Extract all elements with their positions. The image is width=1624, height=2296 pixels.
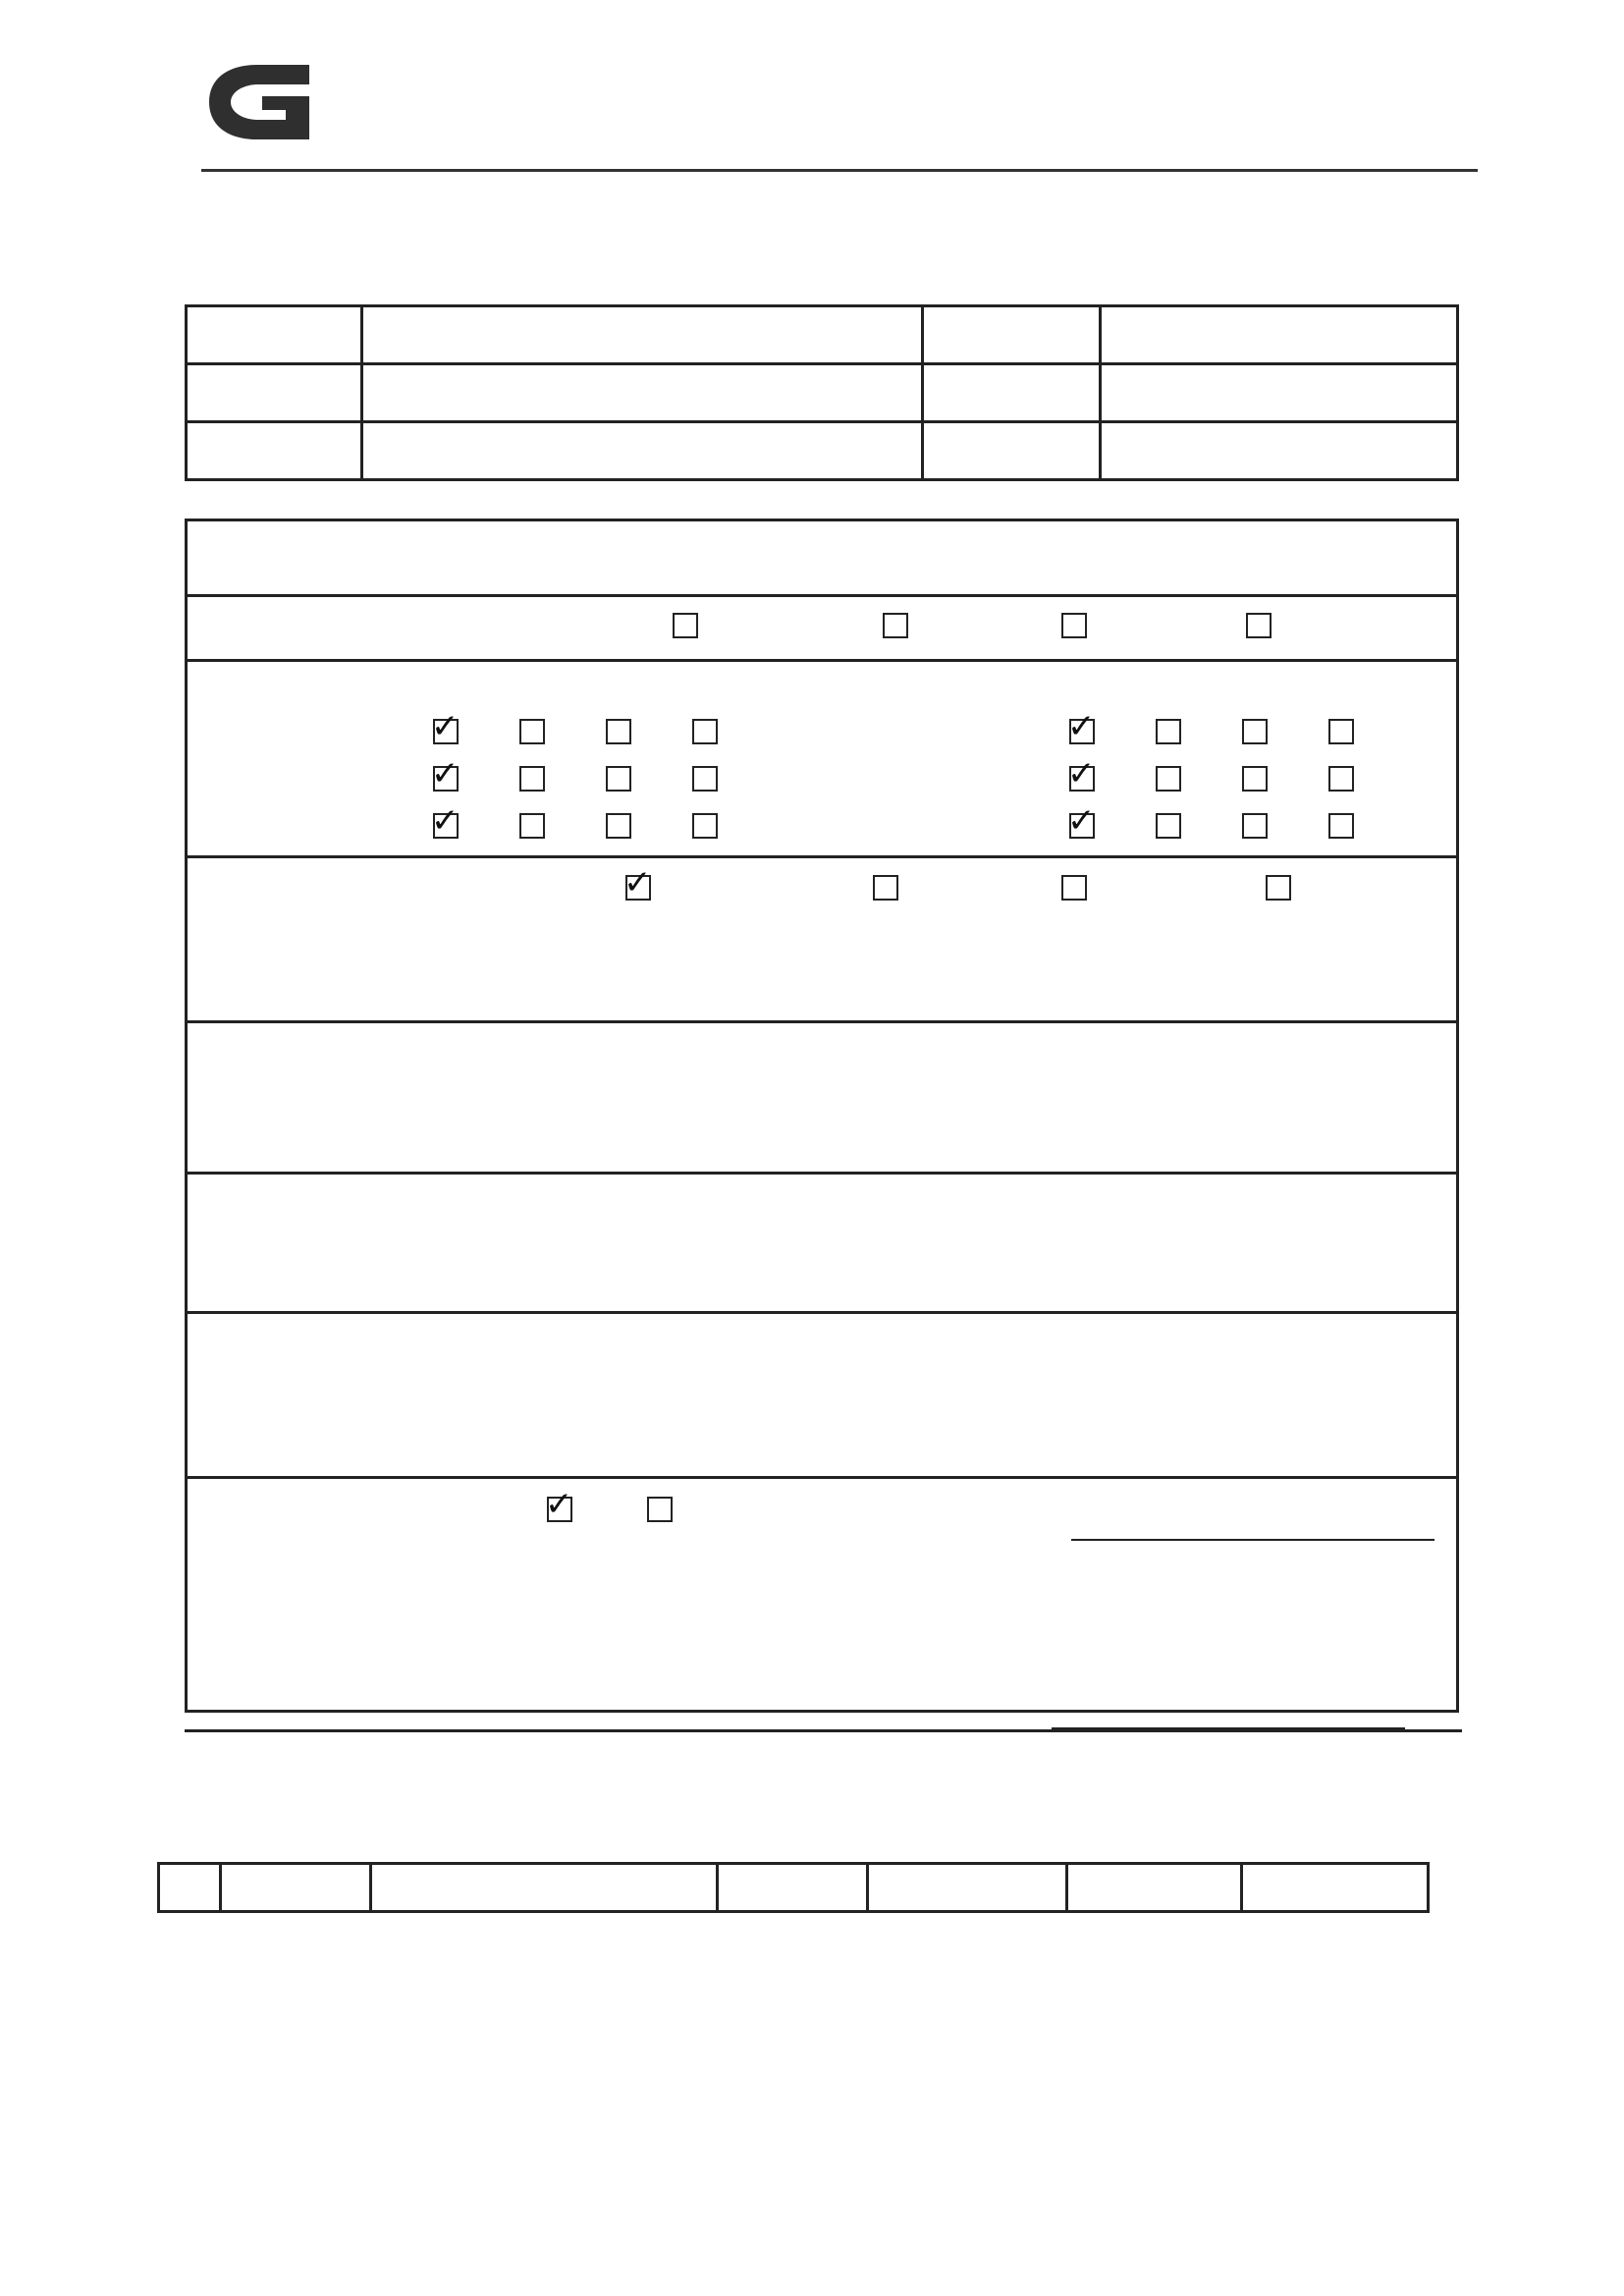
info-row (187, 364, 1458, 422)
col-header-relation (1067, 1864, 1242, 1912)
q3-option-satisfied[interactable] (873, 874, 902, 904)
rating-option[interactable] (606, 718, 635, 748)
divider (188, 1020, 1456, 1023)
checkbox[interactable] (1242, 719, 1268, 744)
col-header-course (1242, 1864, 1429, 1912)
rating-option[interactable] (433, 718, 462, 748)
rating-option[interactable] (1069, 765, 1099, 795)
header-divider (201, 169, 1478, 172)
q1-option-satisfied[interactable] (883, 612, 912, 642)
rating-option[interactable] (519, 718, 549, 748)
rating-option[interactable] (1328, 718, 1358, 748)
student-name-label (187, 422, 362, 480)
seed-table-header-row (159, 1864, 1429, 1912)
time-label (187, 364, 362, 422)
divider (188, 659, 1456, 662)
professor-value[interactable] (1101, 306, 1458, 364)
course-name-label (187, 306, 362, 364)
col-header-no (159, 1864, 221, 1912)
rating-option[interactable] (519, 765, 549, 795)
checkbox[interactable] (519, 813, 545, 839)
checkbox[interactable] (692, 813, 718, 839)
checkbox[interactable] (1156, 719, 1181, 744)
col-header-name (221, 1864, 371, 1912)
checkbox[interactable] (1242, 766, 1268, 792)
seed-plan-table (157, 1862, 1430, 1913)
checkbox[interactable] (873, 875, 898, 901)
q1-option-very-satisfied[interactable] (673, 612, 702, 642)
checkbox-checked[interactable] (1069, 719, 1095, 744)
q7-option-yes[interactable] (547, 1496, 576, 1526)
checkbox-checked[interactable] (433, 766, 459, 792)
checkbox[interactable] (519, 766, 545, 792)
checkbox[interactable] (692, 719, 718, 744)
q3-option-unsatisfied[interactable] (1266, 874, 1295, 904)
checkbox[interactable] (1266, 875, 1291, 901)
rating-option[interactable] (433, 765, 462, 795)
rating-option[interactable] (1242, 812, 1272, 843)
checkbox[interactable] (673, 613, 698, 638)
course-name-value[interactable] (362, 306, 923, 364)
q3-option-very-satisfied[interactable] (625, 874, 655, 904)
rating-option[interactable] (519, 812, 549, 843)
checkbox[interactable] (1156, 813, 1181, 839)
rating-option[interactable] (692, 765, 722, 795)
plan-answer-line[interactable] (1071, 1539, 1435, 1541)
time-value[interactable] (362, 364, 923, 422)
checkbox[interactable] (1242, 813, 1268, 839)
survey-section (185, 519, 1459, 1713)
q1-option-unsatisfied[interactable] (1246, 612, 1275, 642)
checkbox[interactable] (1061, 613, 1087, 638)
rating-option[interactable] (1242, 765, 1272, 795)
location-label (923, 364, 1101, 422)
checkbox[interactable] (1246, 613, 1272, 638)
checkbox-checked[interactable] (625, 875, 651, 901)
checkbox[interactable] (1061, 875, 1087, 901)
checkbox[interactable] (883, 613, 908, 638)
checkbox[interactable] (1328, 766, 1354, 792)
checkbox-checked[interactable] (1069, 813, 1095, 839)
rating-option[interactable] (606, 765, 635, 795)
info-row (187, 306, 1458, 364)
checkbox-checked[interactable] (433, 813, 459, 839)
divider (188, 855, 1456, 858)
rating-option[interactable] (1156, 765, 1185, 795)
divider (188, 1172, 1456, 1175)
rating-option[interactable] (692, 812, 722, 843)
checkbox[interactable] (1328, 813, 1354, 839)
rating-option[interactable] (1156, 718, 1185, 748)
location-value[interactable] (1101, 364, 1458, 422)
rating-option[interactable] (1069, 718, 1099, 748)
checkbox[interactable] (647, 1497, 673, 1522)
col-header-wechat (868, 1864, 1067, 1912)
rating-option[interactable] (1069, 812, 1099, 843)
q7-option-no[interactable] (647, 1496, 677, 1526)
divider (188, 1476, 1456, 1479)
q1-option-average[interactable] (1061, 612, 1091, 642)
col-header-position (718, 1864, 868, 1912)
checkbox[interactable] (606, 766, 631, 792)
col-header-company (371, 1864, 718, 1912)
checkbox[interactable] (1156, 766, 1181, 792)
rating-option[interactable] (692, 718, 722, 748)
gaopei-logo-icon (201, 61, 317, 143)
student-position-label (923, 422, 1101, 480)
checkbox[interactable] (606, 813, 631, 839)
checkbox[interactable] (519, 719, 545, 744)
checkbox[interactable] (606, 719, 631, 744)
rating-option[interactable] (606, 812, 635, 843)
professor-label (923, 306, 1101, 364)
course-info-table (185, 304, 1459, 481)
student-name-value[interactable] (362, 422, 923, 480)
q3-option-average[interactable] (1061, 874, 1091, 904)
info-row (187, 422, 1458, 480)
rating-option[interactable] (433, 812, 462, 843)
divider (185, 1729, 1462, 1732)
student-position-value[interactable] (1101, 422, 1458, 480)
checkbox-checked[interactable] (547, 1497, 572, 1522)
checkbox-checked[interactable] (433, 719, 459, 744)
checkbox[interactable] (1328, 719, 1354, 744)
rating-option[interactable] (1242, 718, 1272, 748)
checkbox[interactable] (692, 766, 718, 792)
rating-option[interactable] (1328, 812, 1358, 843)
rating-option[interactable] (1328, 765, 1358, 795)
checkbox-checked[interactable] (1069, 766, 1095, 792)
rating-option[interactable] (1156, 812, 1185, 843)
divider (188, 1311, 1456, 1314)
divider (188, 594, 1456, 597)
